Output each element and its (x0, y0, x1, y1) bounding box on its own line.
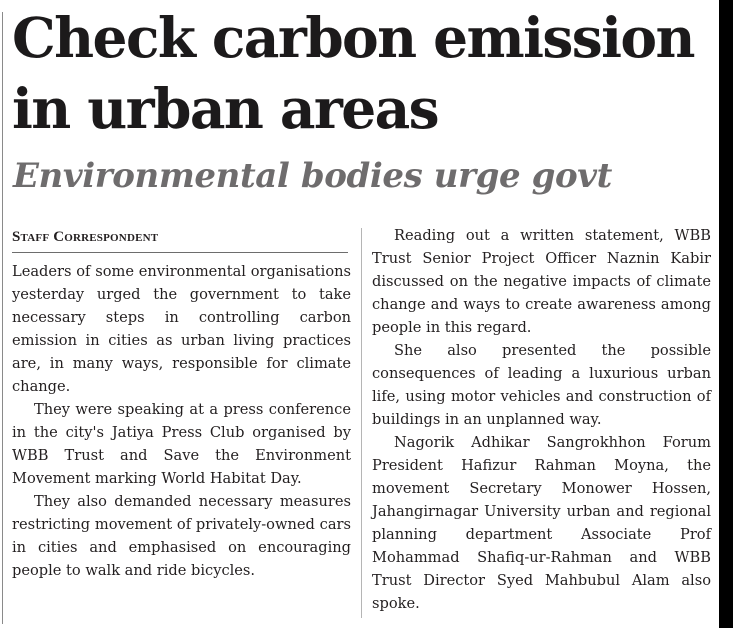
article-column-right (372, 224, 711, 615)
paragraph: Leaders of some environmental organisations yesterday urged the government to take necessary steps in controlling carbon emission in cities as urban living practices are, in many ways, responsible for climate change. (12, 263, 351, 395)
headline-line-1: Check carbon emission (12, 5, 694, 70)
headline (12, 2, 717, 144)
page-edge (719, 0, 733, 628)
left-margin-rule (2, 12, 3, 624)
paragraph: They also demanded necessary measures restricting movement of privately-owned cars in cities and emphasised on encouraging people to walk and ride bicycles. (12, 493, 351, 579)
paragraph: Nagorik Adhikar Sangrokhhon Forum President Hafizur Rahman Moyna, the movement Secretary Monower Hossen, Jahangirnagar University urban and regional planning department Associate Prof Mohammad Shafiq-ur-Rahman and WBB Trust Director Syed Mahbubul Alam also spoke. (372, 434, 711, 612)
article-column-left (12, 260, 351, 582)
paragraph: They were speaking at a press conference in the city's Jatiya Press Club organised by WBB Trust and Save the Environment Movement marking World Habitat Day. (12, 401, 351, 487)
byline-underline (12, 252, 348, 253)
subheadline: Environmental bodies urge govt (13, 156, 612, 196)
paragraph: Reading out a written statement, WBB Trust Senior Project Officer Naznin Kabir discussed on the negative impacts of climate change and ways to create awareness among people in this regard. (372, 227, 711, 336)
paragraph: She also presented the possible consequences of leading a luxurious urban life, using motor vehicles and construction of buildings in an unplanned way. (372, 342, 711, 428)
byline: Staff Correspondent (12, 229, 159, 245)
headline-line-2: in urban areas (12, 76, 439, 141)
column-divider (361, 228, 362, 618)
